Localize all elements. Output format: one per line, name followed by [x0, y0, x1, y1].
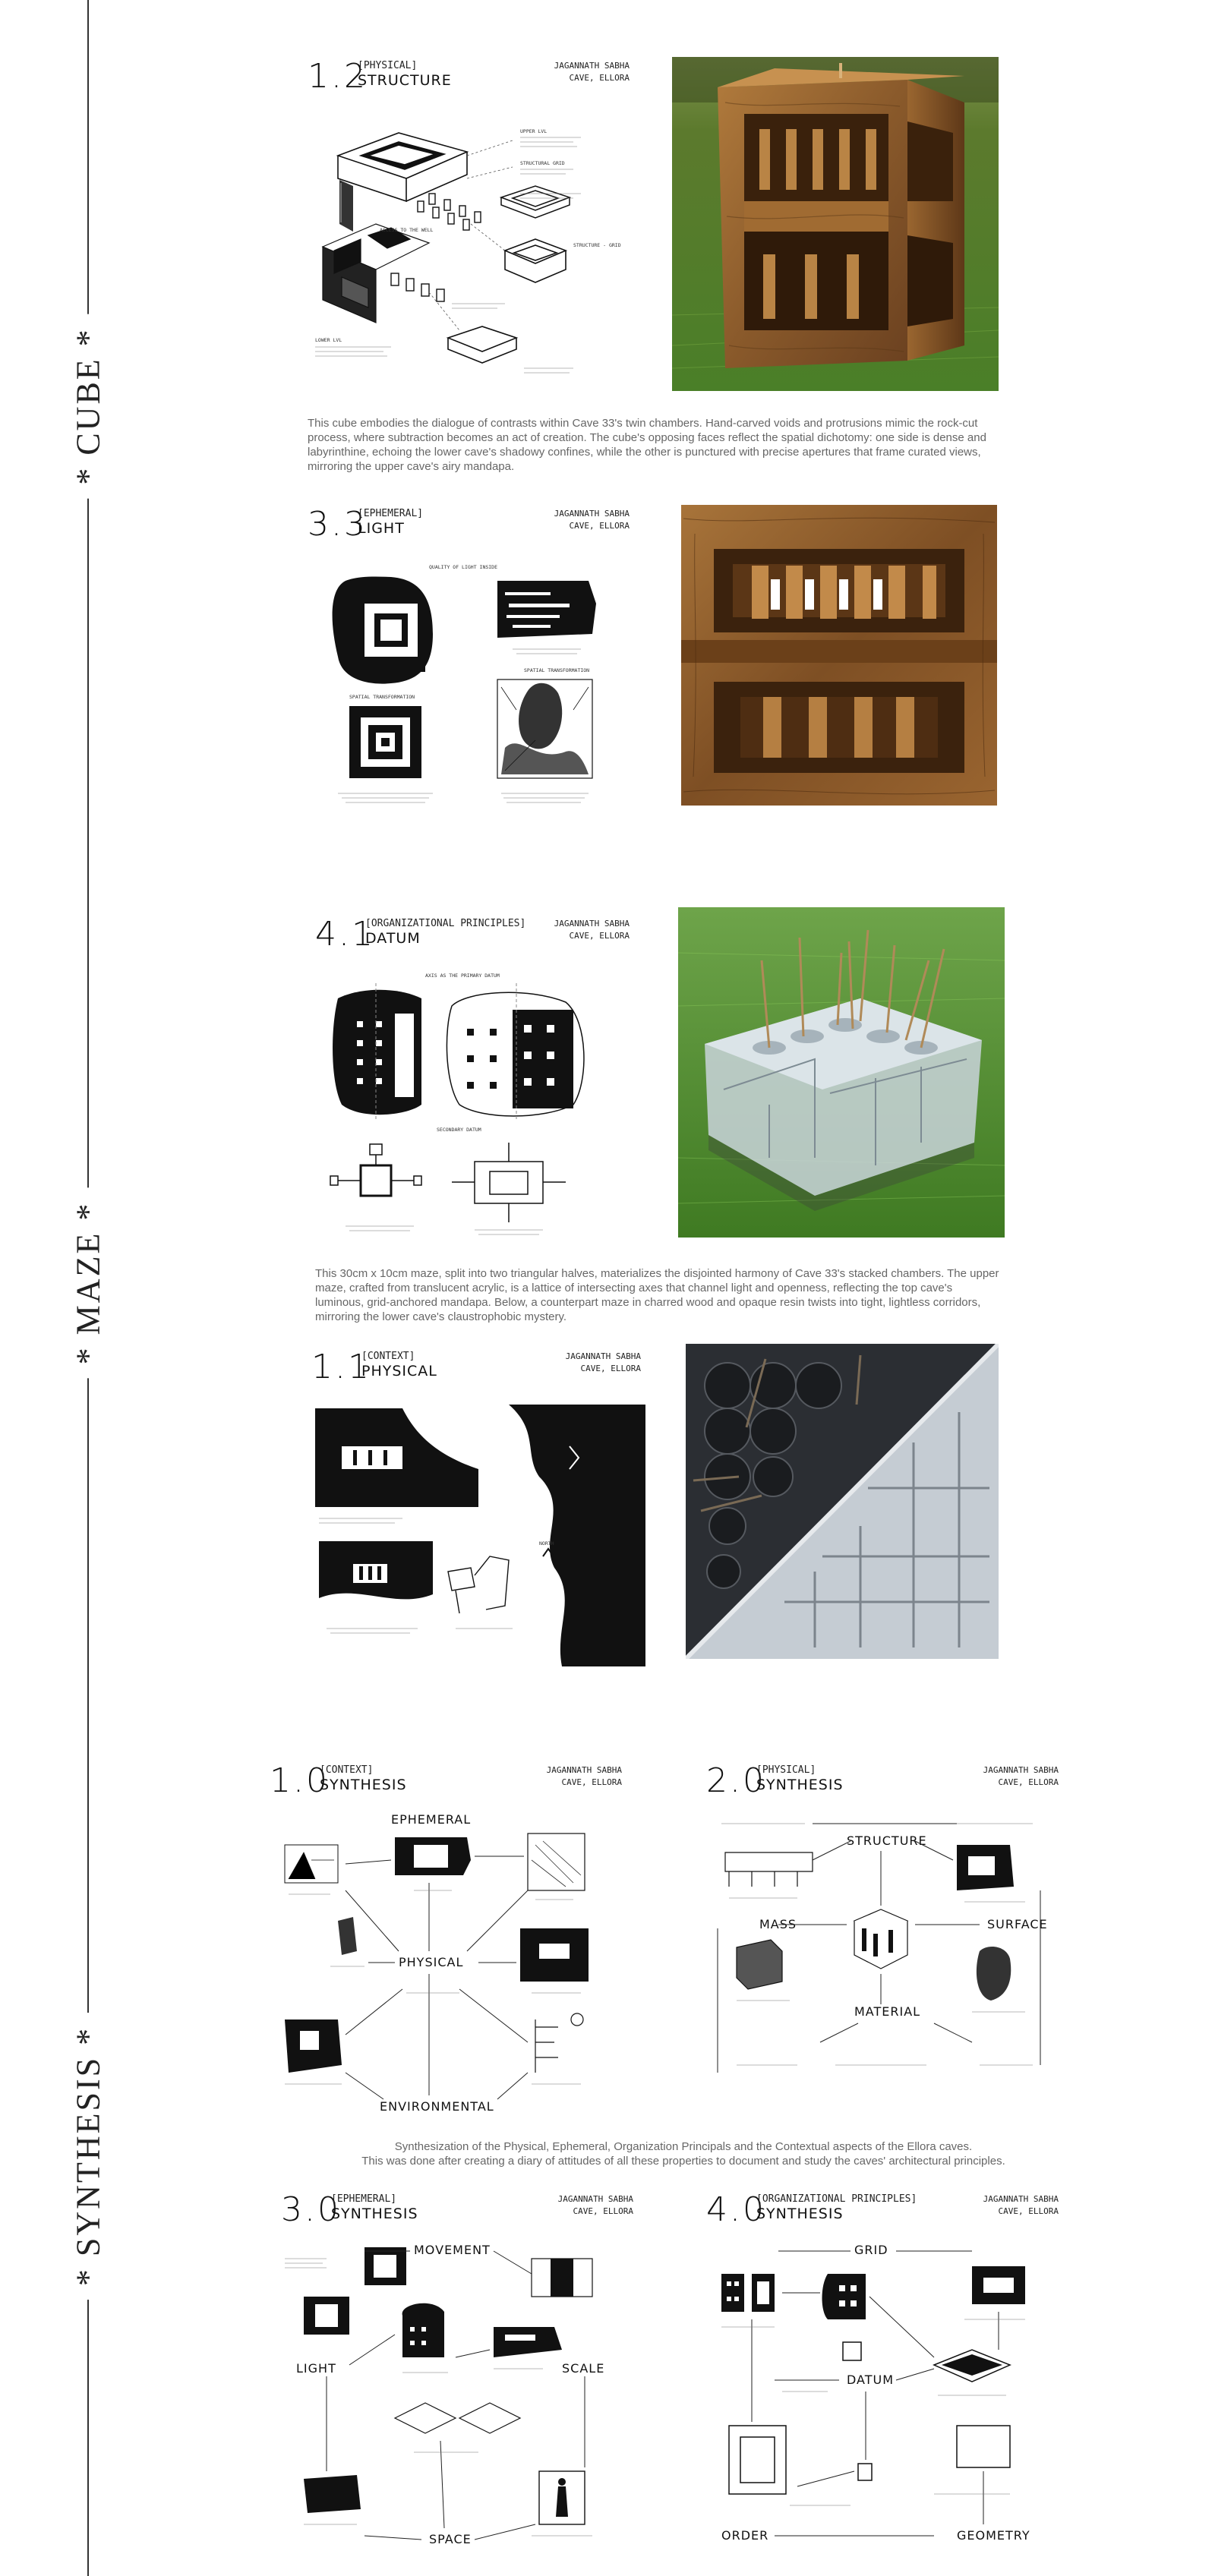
note-access-well: ACCESS TO THE WELL: [380, 227, 434, 233]
sheet-category: [PHYSICAL]: [756, 1764, 816, 1776]
physical-synthesis-diagram: [706, 1815, 1063, 2118]
note-spatial-transformation-right: SPATIAL TRANSFORMATION: [524, 667, 590, 673]
node-light: LIGHT: [296, 2361, 336, 2376]
note-structural-grid: STRUCTURAL GRID: [520, 160, 565, 166]
sheet-title: PHYSICAL: [361, 1363, 437, 1379]
caption-cube: This cube embodies the dialogue of contrasts within Cave 33's twin chambers. Hand-carved voids and protrusions mimic the rock-cut process, where subtraction becomes an act of creation. The cube's opposing faces reflect the spatial dichotomy: one side is dense and labyrinthine, echoing the lower cave's shadowy confines, while the other is punctured with precise apertures that frame curated views, mirroring the upper cave's airy mandapa.: [308, 417, 986, 473]
node-ephemeral: EPHEMERAL: [391, 1815, 472, 1827]
note-north: NORTH: [539, 1540, 554, 1547]
sheet-datum: [315, 915, 634, 1256]
sheet-category: [ORGANIZATIONAL PRINCIPLES]: [756, 2193, 917, 2205]
sheet-ephemeral-synthesis: [281, 2190, 638, 2547]
sheet-physical-context: [311, 1348, 645, 1666]
sheet-byline: [554, 918, 630, 942]
light-drawing: [308, 558, 634, 839]
byline-place: CAVE, ELLORA: [580, 1364, 641, 1373]
sheet-number: 3.0: [281, 2190, 341, 2229]
section-label-cube: * CUBE *: [69, 314, 108, 498]
node-mass: MASS: [759, 1917, 797, 1931]
sheet-number: 1.1: [311, 1348, 371, 1386]
sheet-byline: [566, 1351, 641, 1375]
sheet-organizational-synthesis: [706, 2190, 1063, 2547]
byline-place: CAVE, ELLORA: [998, 2206, 1059, 2216]
byline-name: JAGANNATH SABHA: [554, 509, 630, 519]
sheet-byline: [547, 1764, 622, 1789]
caption-maze: This 30cm x 10cm maze, split into two triangular halves, materializes the disjointed harmony of Cave 33's stacked chambers. The upper maze, crafted from translucent acrylic, is a lattice of intersecting axes that channel light and openness, reflecting the top cave's luminous, grid-anchored mandapa. Below, a counterpart maze in charred wood and opaque resin twists into tight, lightless corridors, mirroring the lower cave's claustrophobic mystery.: [315, 1267, 999, 1323]
byline-place: CAVE, ELLORA: [569, 521, 630, 531]
byline-name: JAGANNATH SABHA: [565, 1351, 641, 1361]
ephemeral-synthesis-diagram: [281, 2243, 638, 2547]
context-synthesis-diagram: [270, 1815, 626, 2118]
node-geometry: GEOMETRY: [957, 2528, 1030, 2543]
sheet-number: 1.0: [270, 1761, 330, 1800]
sheet-title: SYNTHESIS: [320, 1777, 407, 1793]
node-scale: SCALE: [562, 2361, 605, 2376]
sheet-category: [EPHEMERAL]: [358, 508, 424, 519]
byline-name: JAGANNATH SABHA: [546, 1765, 622, 1775]
byline-place: CAVE, ELLORA: [573, 2206, 633, 2216]
sheet-light: [308, 505, 634, 839]
sheet-byline: [558, 2193, 633, 2218]
sheet-structure: [308, 57, 634, 391]
byline-place: CAVE, ELLORA: [561, 1777, 622, 1787]
note-upper-level: UPPER LVL: [520, 128, 548, 134]
byline-name: JAGANNATH SABHA: [557, 2194, 633, 2204]
photo-wooden-cube-front: [680, 503, 999, 807]
sheet-title: SYNTHESIS: [756, 2206, 844, 2222]
node-movement: MOVEMENT: [414, 2243, 491, 2257]
node-grid: GRID: [854, 2243, 888, 2257]
byline-name: JAGANNATH SABHA: [554, 919, 630, 929]
caption-synthesis: [319, 2139, 1048, 2168]
sheet-number: 4.0: [706, 2190, 766, 2229]
sheet-byline: [983, 2193, 1059, 2218]
sheet-byline: [554, 508, 630, 532]
note-axis-primary: AXIS AS THE PRIMARY DATUM: [425, 973, 500, 979]
node-material: MATERIAL: [854, 2004, 921, 2019]
caption-synthesis-line2: This was done after creating a diary of attitudes of all these properties to document and study the caves' architectural principles.: [361, 2155, 1005, 2168]
section-label-maze: * MAZE *: [69, 1188, 108, 1379]
node-environmental: ENVIRONMENTAL: [380, 2099, 494, 2114]
sheet-title: DATUM: [365, 930, 421, 947]
sheet-category: [CONTEXT]: [320, 1764, 374, 1776]
sheet-byline: [983, 1764, 1059, 1789]
sheet-title: SYNTHESIS: [331, 2206, 418, 2222]
sheet-physical-synthesis: [706, 1761, 1063, 2118]
datum-drawing: [315, 968, 634, 1256]
sheet-byline: [554, 60, 630, 84]
node-space: SPACE: [429, 2532, 472, 2546]
sheet-context-synthesis: [270, 1761, 626, 2118]
node-surface: SURFACE: [987, 1917, 1048, 1931]
sheet-category: [CONTEXT]: [361, 1351, 415, 1362]
note-quality-light: QUALITY OF LIGHT INSIDE: [429, 564, 498, 570]
photo-wooden-cube-grass: [672, 57, 999, 391]
sheet-number: 4.1: [315, 915, 375, 954]
sheet-category: [ORGANIZATIONAL PRINCIPLES]: [365, 918, 526, 929]
byline-place: CAVE, ELLORA: [569, 931, 630, 941]
byline-place: CAVE, ELLORA: [998, 1777, 1059, 1787]
sheet-number: 1.2: [308, 57, 368, 96]
node-datum: DATUM: [847, 2373, 895, 2387]
sheet-category: [EPHEMERAL]: [331, 2193, 397, 2205]
byline-name: JAGANNATH SABHA: [554, 61, 630, 71]
note-secondary-datum: SECONDARY DATUM: [437, 1127, 481, 1133]
note-structure-grid: STRUCTURE - GRID: [573, 242, 621, 248]
structure-drawing: [308, 110, 634, 391]
photo-maze-top-view: [686, 1344, 999, 1659]
byline-name: JAGANNATH SABHA: [983, 1765, 1059, 1775]
node-physical: PHYSICAL: [399, 1955, 464, 1969]
note-spatial-transformation-left: SPATIAL TRANSFORMATION: [349, 694, 415, 700]
caption-synthesis-line1: Synthesization of the Physical, Ephemeral, Organization Principals and the Contextual aspects of the Ellora caves.: [394, 2140, 973, 2153]
sheet-title: SYNTHESIS: [756, 1777, 844, 1793]
organizational-synthesis-diagram: [706, 2243, 1063, 2547]
node-order: ORDER: [721, 2528, 769, 2543]
sheet-category: [PHYSICAL]: [358, 60, 418, 71]
sheet-number: 2.0: [706, 1761, 766, 1800]
sheet-number: 3.3: [308, 505, 368, 544]
photo-acrylic-maze-grass: [678, 907, 1005, 1238]
context-drawing: [311, 1401, 645, 1666]
sheet-title: STRUCTURE: [358, 72, 452, 89]
note-lower-level: LOWER LVL: [315, 337, 342, 343]
sheet-title: LIGHT: [358, 520, 405, 537]
byline-place: CAVE, ELLORA: [569, 73, 630, 83]
node-structure: STRUCTURE: [847, 1833, 927, 1848]
byline-name: JAGANNATH SABHA: [983, 2194, 1059, 2204]
section-label-synthesis: * SYNTHESIS *: [69, 2013, 108, 2300]
